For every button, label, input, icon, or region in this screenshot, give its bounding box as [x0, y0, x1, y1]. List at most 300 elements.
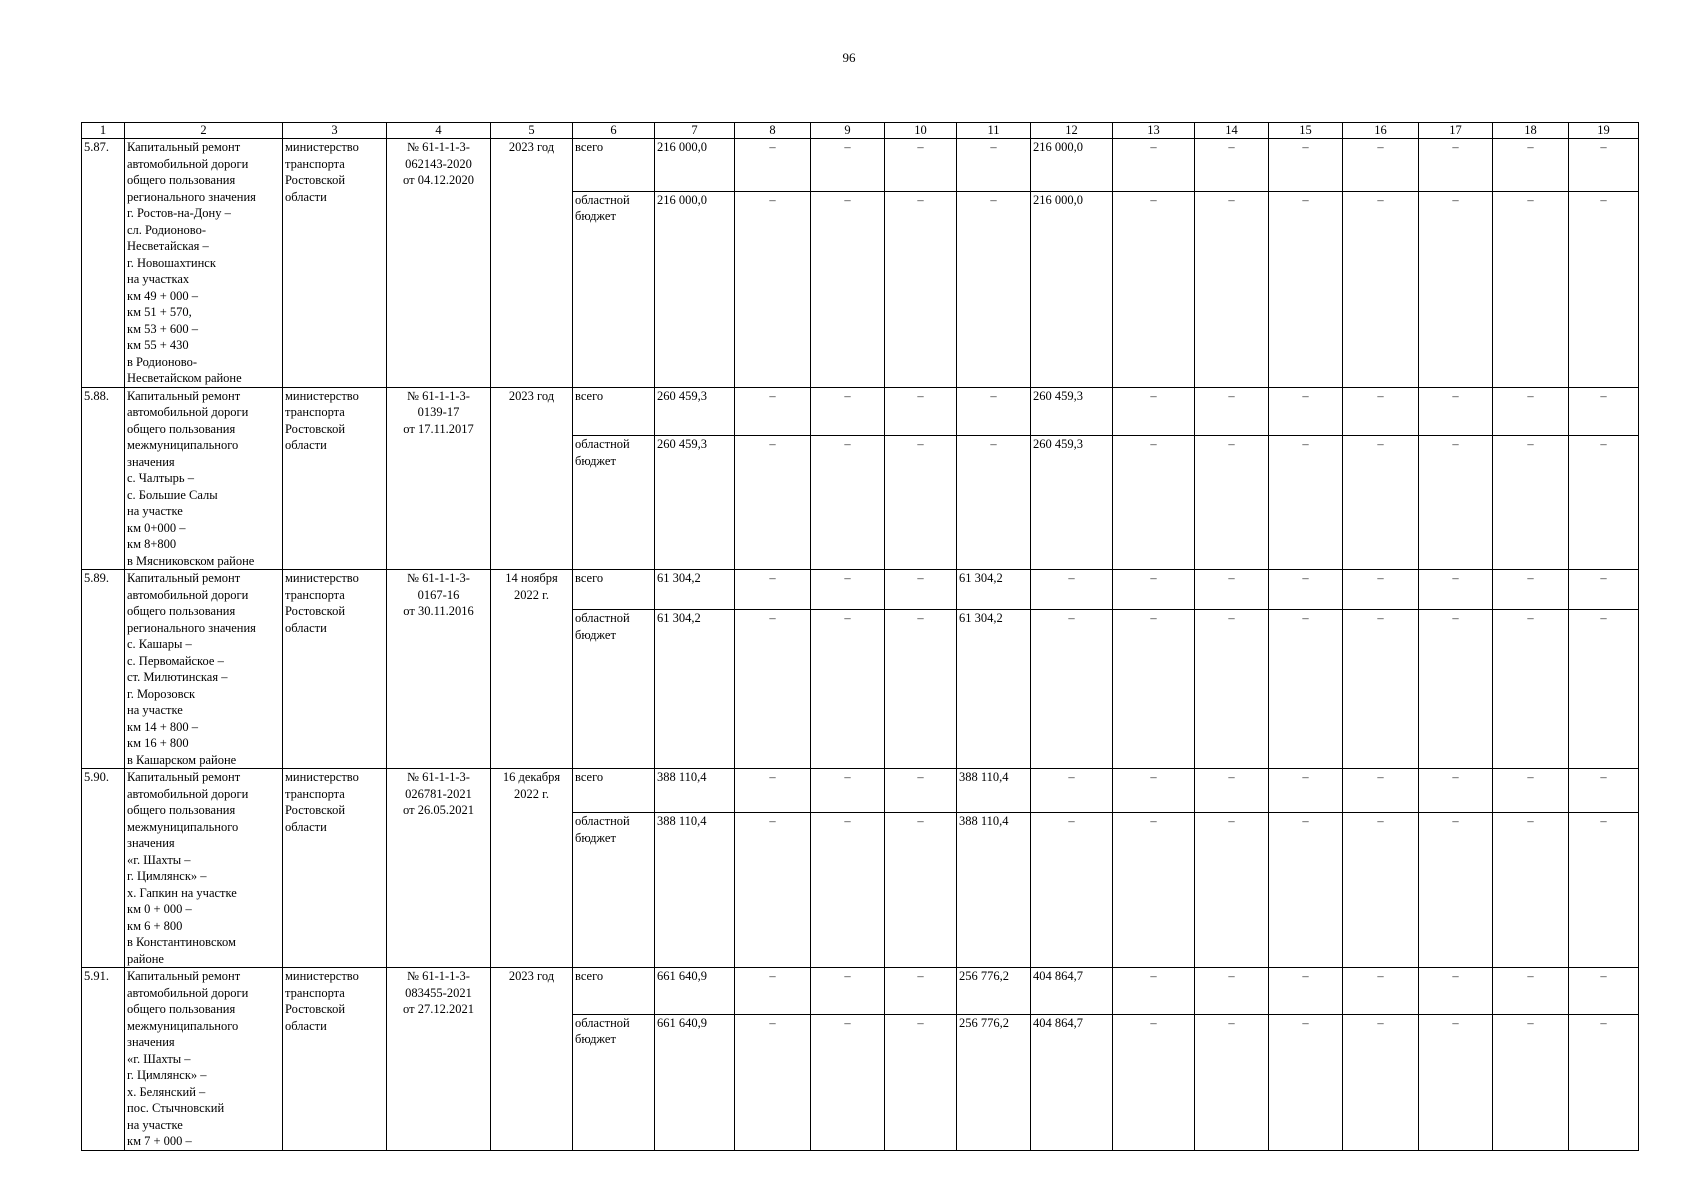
value-cell: –	[811, 610, 885, 769]
organization-line: Ростовской	[285, 604, 346, 618]
document-line: 083455-2021	[405, 985, 472, 1000]
term-line: 2022 г.	[514, 786, 549, 801]
value-cell: –	[1113, 813, 1195, 968]
object-name-line: «г. Шахты –	[127, 1051, 191, 1066]
value-cell: –	[1569, 387, 1639, 436]
value-cell: –	[1195, 968, 1269, 1015]
value-cell: –	[1569, 570, 1639, 610]
object-name-line: Несветайском районе	[127, 371, 242, 385]
value-cell: 216 000,0	[1031, 191, 1113, 387]
organization-line: области	[285, 189, 327, 204]
column-header-4: 4	[387, 123, 491, 139]
value-cell: –	[811, 968, 885, 1015]
value-cell: 260 459,3	[655, 436, 735, 570]
value-cell: –	[1113, 1014, 1195, 1150]
value-cell: –	[1569, 610, 1639, 769]
document-number	[387, 968, 491, 1151]
value-cell: –	[1195, 387, 1269, 436]
object-name-line: на участке	[127, 703, 183, 717]
organization-line: Ростовской	[285, 1002, 346, 1016]
column-header-17: 17	[1419, 123, 1493, 139]
value-cell: –	[1269, 387, 1343, 436]
source-budget	[573, 436, 655, 570]
organization-line: транспорта	[285, 985, 345, 1000]
document-line: от 27.12.2021	[403, 1002, 474, 1016]
value-cell: 388 110,4	[655, 769, 735, 813]
object-name-line: с. Первомайское –	[127, 653, 224, 668]
value-cell: –	[1195, 813, 1269, 968]
object-name-line: км 0 + 000 –	[127, 902, 192, 916]
value-cell: 260 459,3	[655, 387, 735, 436]
organization-line: министерство	[285, 388, 359, 403]
value-cell: –	[1195, 1014, 1269, 1150]
value-cell: –	[1269, 968, 1343, 1015]
document-line: от 17.11.2017	[403, 421, 474, 436]
object-name-line: Капитальный ремонт	[127, 571, 241, 585]
value-cell: –	[885, 436, 957, 570]
table-row	[82, 968, 1639, 1015]
object-name-line: общего пользования	[127, 173, 236, 187]
object-name-line: Капитальный ремонт	[127, 388, 241, 403]
source-total: всего	[573, 769, 655, 813]
value-cell: –	[1419, 1014, 1493, 1150]
document-line: 0139-17	[417, 405, 460, 419]
object-name-line: км 51 + 570,	[127, 305, 192, 319]
object-name-line: районе	[127, 951, 164, 966]
organization-line: Ростовской	[285, 803, 346, 817]
value-cell: –	[735, 769, 811, 813]
value-cell: –	[885, 1014, 957, 1150]
row-number: 5.91.	[82, 968, 125, 1151]
value-cell: –	[1343, 968, 1419, 1015]
source-line: бюджет	[575, 627, 616, 642]
value-cell: –	[1493, 769, 1569, 813]
value-cell: –	[1569, 139, 1639, 192]
row-number: 5.89.	[82, 570, 125, 769]
organization-line: министерство	[285, 969, 359, 983]
object-name-line: регионального значения	[127, 189, 256, 204]
source-line: областной	[575, 814, 630, 828]
source-total: всего	[573, 387, 655, 436]
term-line: 2023 год	[508, 969, 555, 983]
value-cell: –	[1113, 387, 1195, 436]
value-cell: 260 459,3	[1031, 387, 1113, 436]
object-name-line: общего пользования	[127, 803, 236, 817]
value-cell: –	[1419, 139, 1493, 192]
value-cell: 256 776,2	[957, 1014, 1031, 1150]
value-cell: –	[1493, 191, 1569, 387]
value-cell: –	[735, 570, 811, 610]
object-name-line: Капитальный ремонт	[127, 770, 241, 784]
object-name-line: автомобильной дороги	[127, 405, 249, 419]
document-line: 0167-16	[417, 587, 460, 602]
value-cell: 216 000,0	[1031, 139, 1113, 192]
value-cell: –	[1569, 1014, 1639, 1150]
value-cell: –	[1113, 769, 1195, 813]
object-name-line: г. Цимлянск» –	[127, 869, 207, 883]
table-row	[82, 570, 1639, 610]
document-line: от 26.05.2021	[403, 803, 474, 817]
object-name-line: Капитальный ремонт	[127, 969, 241, 983]
value-cell: –	[885, 610, 957, 769]
value-cell: –	[811, 813, 885, 968]
completion-term	[491, 139, 573, 388]
value-cell: –	[1113, 968, 1195, 1015]
value-cell: 61 304,2	[957, 610, 1031, 769]
value-cell: –	[735, 191, 811, 387]
source-budget	[573, 813, 655, 968]
column-header-7: 7	[655, 123, 735, 139]
object-name-line: «г. Шахты –	[127, 852, 191, 867]
source-total: всего	[573, 570, 655, 610]
organization-line: Ростовской	[285, 421, 346, 436]
object-name-line: км 49 + 000 –	[127, 288, 199, 303]
column-header-1: 1	[82, 123, 125, 139]
value-cell: –	[885, 769, 957, 813]
value-cell: –	[1493, 570, 1569, 610]
column-header-14: 14	[1195, 123, 1269, 139]
column-header-13: 13	[1113, 123, 1195, 139]
value-cell: –	[1269, 769, 1343, 813]
object-name-line: км 16 + 800	[127, 736, 189, 750]
value-cell: –	[1419, 387, 1493, 436]
value-cell: –	[957, 191, 1031, 387]
value-cell: –	[735, 813, 811, 968]
value-cell: –	[957, 139, 1031, 192]
value-cell: –	[1195, 191, 1269, 387]
object-name-line: г. Морозовск	[127, 686, 196, 701]
value-cell: –	[1113, 610, 1195, 769]
value-cell: –	[1269, 813, 1343, 968]
document-line: от 30.11.2016	[403, 604, 474, 618]
document-number	[387, 387, 491, 570]
organization-line: области	[285, 1018, 327, 1033]
object-name-line: автомобильной дороги	[127, 786, 249, 801]
object-name-line: межмуниципального	[127, 819, 239, 834]
object-name-line: ст. Милютинская –	[127, 670, 228, 684]
column-header-5: 5	[491, 123, 573, 139]
value-cell: –	[1343, 1014, 1419, 1150]
value-cell: 404 864,7	[1031, 968, 1113, 1015]
object-name-line: г. Новошахтинск	[127, 255, 216, 270]
object-name-line: Несветайская –	[127, 239, 209, 253]
value-cell: –	[1569, 436, 1639, 570]
value-cell: –	[1493, 1014, 1569, 1150]
completion-term	[491, 968, 573, 1151]
table-row	[82, 769, 1639, 813]
term-line: 2022 г.	[514, 587, 549, 602]
value-cell: 388 110,4	[957, 769, 1031, 813]
column-header-18: 18	[1493, 123, 1569, 139]
document-line: № 61-1-1-3-	[407, 388, 470, 403]
value-cell: 661 640,9	[655, 1014, 735, 1150]
value-cell: –	[1343, 191, 1419, 387]
value-cell: –	[1269, 1014, 1343, 1150]
source-line: областной	[575, 1015, 630, 1030]
object-name-line: км 8+800	[127, 537, 177, 551]
value-cell: –	[735, 436, 811, 570]
object-name-line: межмуниципального	[127, 1018, 239, 1033]
value-cell: –	[1343, 139, 1419, 192]
value-cell: –	[1419, 968, 1493, 1015]
value-cell: 404 864,7	[1031, 1014, 1113, 1150]
object-name	[125, 387, 283, 570]
value-cell: –	[811, 139, 885, 192]
value-cell: –	[1195, 610, 1269, 769]
term-line: 2023 год	[508, 140, 555, 154]
value-cell: –	[1031, 610, 1113, 769]
document-line: 026781-2021	[405, 786, 472, 801]
organization-line: Ростовской	[285, 173, 346, 187]
value-cell: –	[885, 570, 957, 610]
value-cell: –	[885, 191, 957, 387]
value-cell: 661 640,9	[655, 968, 735, 1015]
object-name	[125, 570, 283, 769]
value-cell: –	[1343, 436, 1419, 570]
value-cell: 216 000,0	[655, 191, 735, 387]
value-cell: –	[1493, 436, 1569, 570]
value-cell: –	[1569, 813, 1639, 968]
value-cell: –	[957, 387, 1031, 436]
value-cell: –	[735, 610, 811, 769]
object-name-line: в Мясниковском районе	[127, 553, 255, 568]
organization-line: министерство	[285, 571, 359, 585]
source-total: всего	[573, 139, 655, 192]
value-cell: –	[1569, 769, 1639, 813]
completion-term	[491, 570, 573, 769]
value-cell: –	[1031, 813, 1113, 968]
object-name-line: х. Белянский –	[127, 1084, 206, 1099]
object-name-line: пос. Стычновский	[127, 1101, 225, 1115]
source-budget	[573, 610, 655, 769]
value-cell: –	[811, 387, 885, 436]
value-cell: –	[1269, 610, 1343, 769]
value-cell: –	[735, 139, 811, 192]
value-cell: –	[1269, 139, 1343, 192]
object-name-line: общего пользования	[127, 604, 236, 618]
value-cell: –	[735, 387, 811, 436]
value-cell: –	[1031, 769, 1113, 813]
document-line: № 61-1-1-3-	[407, 571, 470, 585]
value-cell: –	[1195, 139, 1269, 192]
completion-term	[491, 387, 573, 570]
column-header-10: 10	[885, 123, 957, 139]
value-cell: –	[1419, 769, 1493, 813]
organization-line: министерство	[285, 770, 359, 784]
object-name-line: общего пользования	[127, 1002, 236, 1016]
term-line: 2023 год	[508, 388, 555, 403]
object-name-line: км 6 + 800	[127, 918, 183, 933]
object-name-line: на участке	[127, 1117, 183, 1132]
organization-line: транспорта	[285, 587, 345, 602]
organization	[283, 570, 387, 769]
value-cell: –	[1343, 813, 1419, 968]
value-cell: –	[1493, 610, 1569, 769]
object-name	[125, 139, 283, 388]
value-cell: –	[735, 968, 811, 1015]
column-header-11: 11	[957, 123, 1031, 139]
object-name-line: км 53 + 600 –	[127, 321, 199, 336]
value-cell: –	[885, 813, 957, 968]
organization	[283, 387, 387, 570]
column-header-2: 2	[125, 123, 283, 139]
column-header-15: 15	[1269, 123, 1343, 139]
object-name-line: г. Цимлянск» –	[127, 1068, 207, 1082]
organization-line: транспорта	[285, 405, 345, 419]
value-cell: –	[1493, 813, 1569, 968]
object-name-line: в Константиновском	[127, 935, 236, 949]
value-cell: 260 459,3	[1031, 436, 1113, 570]
organization-line: области	[285, 438, 327, 452]
column-header-16: 16	[1343, 123, 1419, 139]
value-cell: –	[811, 1014, 885, 1150]
organization	[283, 968, 387, 1151]
value-cell: 256 776,2	[957, 968, 1031, 1015]
document-line: № 61-1-1-3-	[407, 770, 470, 784]
column-header-3: 3	[283, 123, 387, 139]
object-name-line: межмуниципального	[127, 438, 239, 452]
source-line: бюджет	[575, 1032, 616, 1046]
value-cell: –	[1195, 769, 1269, 813]
value-cell: –	[1343, 570, 1419, 610]
table-header-row	[82, 123, 1639, 139]
object-name-line: км 14 + 800 –	[127, 719, 199, 734]
organization-line: министерство	[285, 140, 359, 154]
value-cell: –	[1269, 570, 1343, 610]
value-cell: –	[1113, 570, 1195, 610]
organization-line: области	[285, 819, 327, 834]
object-name-line: на участках	[127, 272, 190, 286]
value-cell: –	[1343, 769, 1419, 813]
value-cell: –	[1113, 436, 1195, 570]
value-cell: –	[885, 387, 957, 436]
value-cell: 388 110,4	[655, 813, 735, 968]
row-number: 5.87.	[82, 139, 125, 388]
value-cell: –	[1269, 436, 1343, 570]
value-cell: 216 000,0	[655, 139, 735, 192]
object-name-line: на участке	[127, 504, 183, 518]
object-name-line: общего пользования	[127, 421, 236, 436]
object-name-line: автомобильной дороги	[127, 985, 249, 1000]
source-line: областной	[575, 437, 630, 451]
object-name-line: км 7 + 000 –	[127, 1134, 192, 1148]
value-cell: 61 304,2	[655, 610, 735, 769]
value-cell: –	[1493, 968, 1569, 1015]
value-cell: –	[1419, 610, 1493, 769]
organization	[283, 769, 387, 968]
value-cell: –	[1419, 813, 1493, 968]
value-cell: –	[1113, 191, 1195, 387]
value-cell: –	[1113, 139, 1195, 192]
organization-line: транспорта	[285, 156, 345, 171]
object-name-line: х. Гапкин на участке	[127, 885, 237, 900]
object-name-line: автомобильной дороги	[127, 156, 249, 171]
completion-term	[491, 769, 573, 968]
value-cell: –	[811, 436, 885, 570]
value-cell: –	[1031, 570, 1113, 610]
object-name-line: автомобильной дороги	[127, 587, 249, 602]
column-header-9: 9	[811, 123, 885, 139]
document-line: от 04.12.2020	[403, 173, 474, 187]
document-number	[387, 769, 491, 968]
value-cell: –	[1419, 191, 1493, 387]
object-name	[125, 769, 283, 968]
source-budget	[573, 191, 655, 387]
source-total: всего	[573, 968, 655, 1015]
source-line: бюджет	[575, 830, 616, 845]
document-line: 062143-2020	[405, 156, 472, 171]
value-cell: –	[957, 436, 1031, 570]
value-cell: –	[1419, 436, 1493, 570]
object-name-line: км 0+000 –	[127, 520, 186, 535]
object-name	[125, 968, 283, 1151]
value-cell: 388 110,4	[957, 813, 1031, 968]
document-line: № 61-1-1-3-	[407, 969, 470, 983]
value-cell: –	[1195, 436, 1269, 570]
source-line: бюджет	[575, 453, 616, 468]
object-name-line: значения	[127, 1035, 175, 1049]
value-cell: –	[1419, 570, 1493, 610]
document-number	[387, 139, 491, 388]
page-number: 96	[842, 50, 856, 65]
value-cell: –	[1569, 191, 1639, 387]
row-number: 5.88.	[82, 387, 125, 570]
object-name-line: с. Чалтырь –	[127, 471, 195, 485]
value-cell: –	[1493, 139, 1569, 192]
value-cell: –	[735, 1014, 811, 1150]
object-name-line: сл. Родионово-	[127, 222, 207, 237]
source-line: областной	[575, 192, 630, 207]
organization-line: области	[285, 620, 327, 635]
value-cell: –	[1343, 610, 1419, 769]
table-row	[82, 387, 1639, 436]
object-name-line: в Родионово-	[127, 354, 198, 369]
value-cell: –	[885, 968, 957, 1015]
value-cell: 61 304,2	[957, 570, 1031, 610]
value-cell: –	[885, 139, 957, 192]
row-number: 5.90.	[82, 769, 125, 968]
object-name-line: регионального значения	[127, 620, 256, 635]
term-line: 16 декабря	[502, 770, 561, 784]
value-cell: –	[811, 570, 885, 610]
source-budget	[573, 1014, 655, 1150]
term-line: 14 ноября	[505, 571, 558, 585]
value-cell: –	[811, 769, 885, 813]
column-header-19: 19	[1569, 123, 1639, 139]
value-cell: –	[1343, 387, 1419, 436]
source-line: бюджет	[575, 209, 616, 223]
document-number	[387, 570, 491, 769]
object-name-line: км 55 + 430	[127, 338, 189, 352]
document-line: № 61-1-1-3-	[407, 140, 470, 154]
object-name-line: значения	[127, 454, 175, 469]
value-cell: 61 304,2	[655, 570, 735, 610]
table-row	[82, 139, 1639, 192]
value-cell: –	[811, 191, 885, 387]
organization	[283, 139, 387, 388]
organization-line: транспорта	[285, 786, 345, 801]
object-name-line: с. Большие Салы	[127, 487, 218, 502]
value-cell: –	[1269, 191, 1343, 387]
column-header-12: 12	[1031, 123, 1113, 139]
object-name-line: г. Ростов-на-Дону –	[127, 206, 231, 220]
value-cell: –	[1569, 968, 1639, 1015]
value-cell: –	[1493, 387, 1569, 436]
value-cell: –	[1195, 570, 1269, 610]
object-name-line: Капитальный ремонт	[127, 140, 241, 154]
budget-table	[81, 122, 1639, 1151]
object-name-line: с. Кашары –	[127, 637, 192, 651]
